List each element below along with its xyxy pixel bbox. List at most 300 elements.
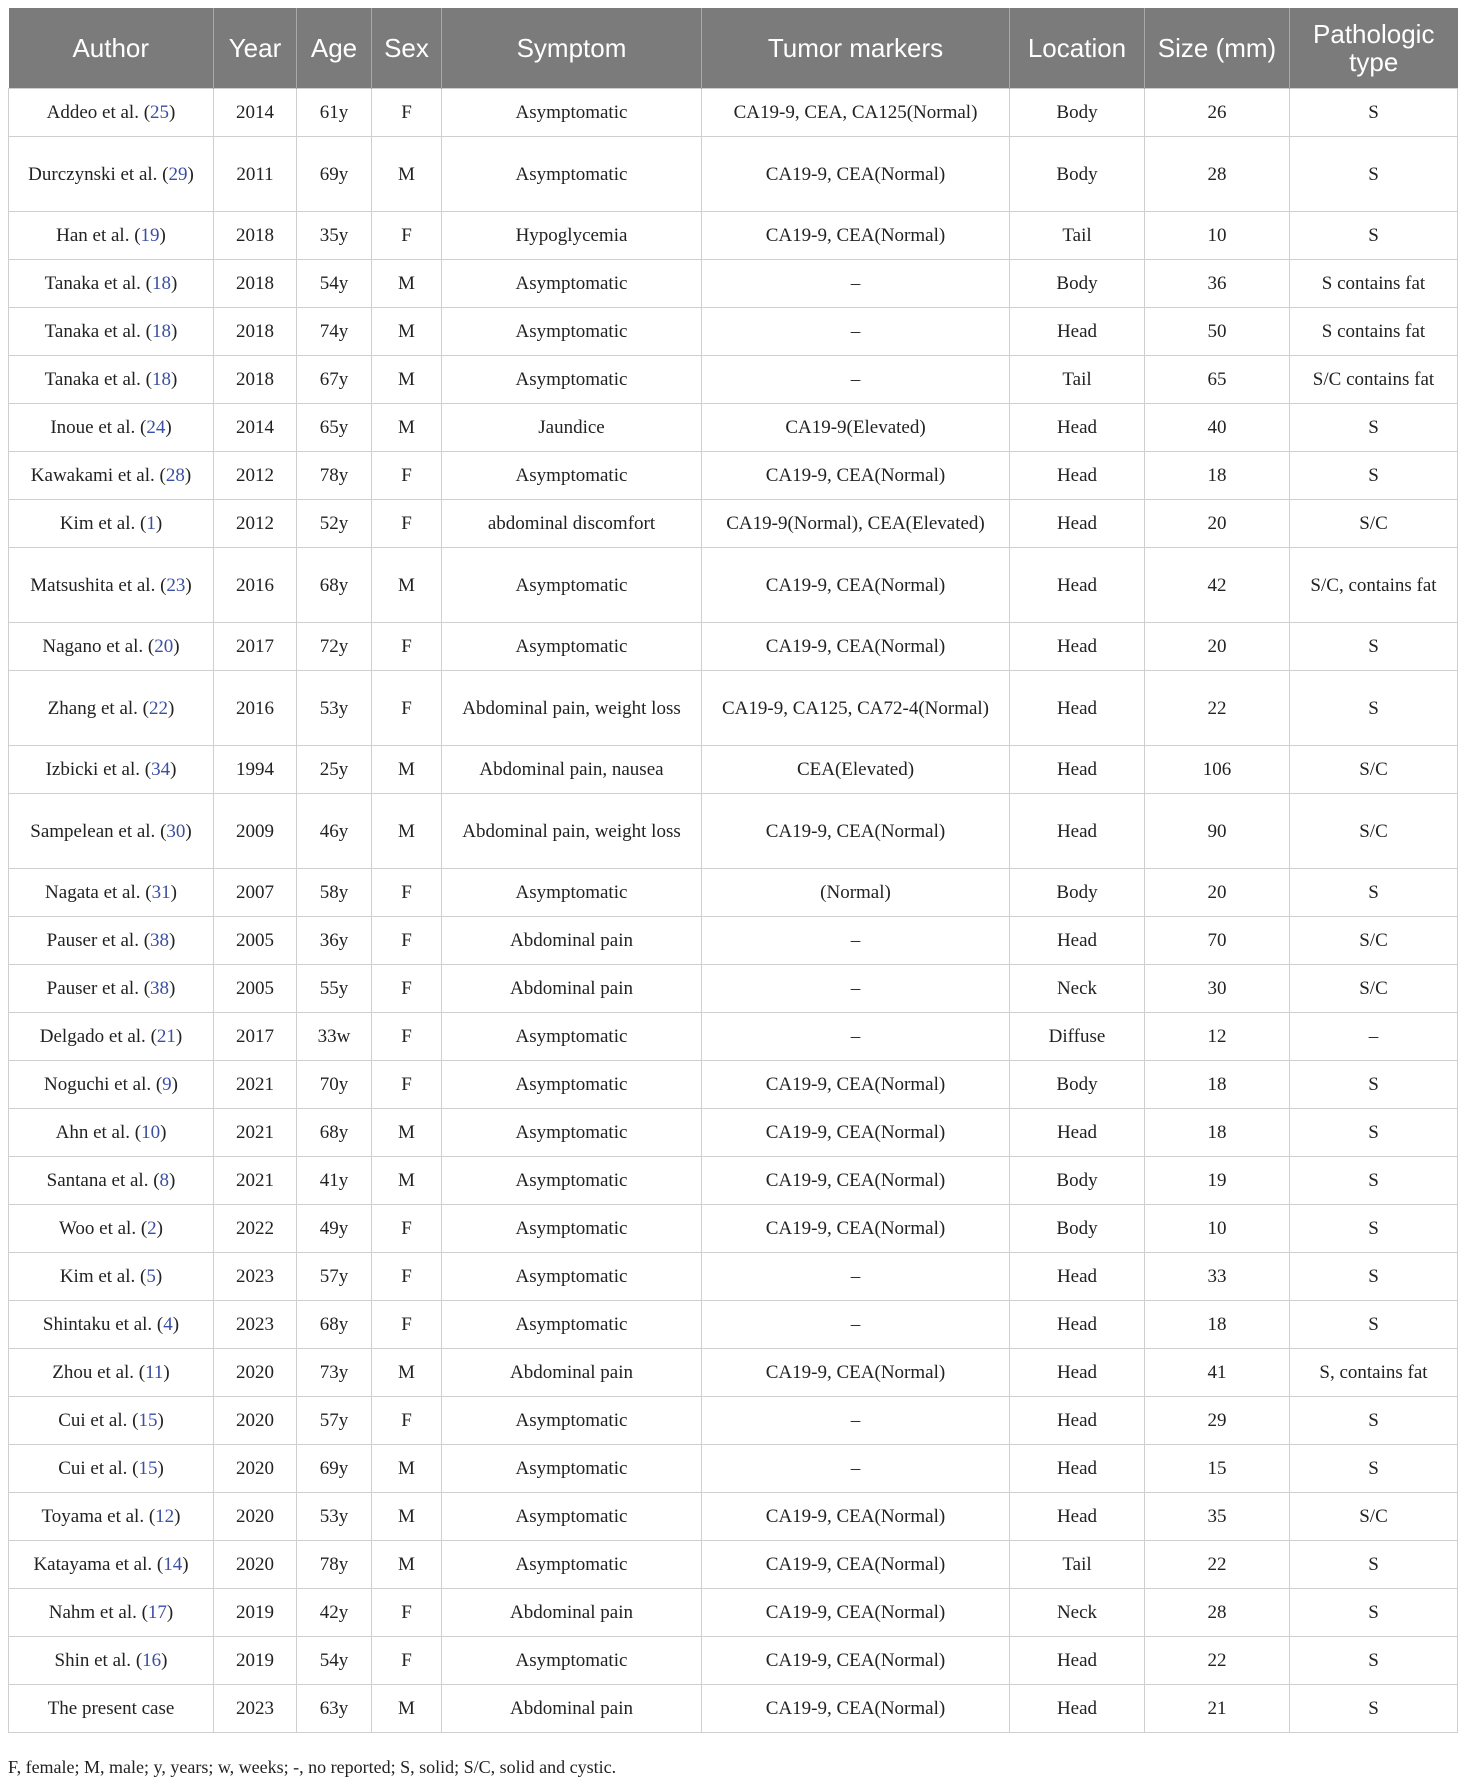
cell-sex: F: [372, 1589, 442, 1637]
cell-author: Kim et al. (1): [9, 500, 214, 548]
cell-author: Han et al. (19): [9, 212, 214, 260]
cell-size: 22: [1145, 1637, 1290, 1685]
cell-author: Katayama et al. (14): [9, 1541, 214, 1589]
cell-age: 42y: [297, 1589, 372, 1637]
cell-pathologic-type: S: [1290, 671, 1458, 746]
cell-year: 2023: [214, 1685, 297, 1733]
cell-sex: F: [372, 452, 442, 500]
cell-tumor-markers: CA19-9, CEA(Normal): [702, 1349, 1010, 1397]
cell-author: Santana et al. (8): [9, 1157, 214, 1205]
header-size: Size (mm): [1145, 8, 1290, 89]
cell-year: 2022: [214, 1205, 297, 1253]
cell-age: 74y: [297, 308, 372, 356]
cell-pathologic-type: S: [1290, 1685, 1458, 1733]
cell-year: 2016: [214, 548, 297, 623]
cell-size: 28: [1145, 137, 1290, 212]
cell-size: 26: [1145, 89, 1290, 137]
table-row: [9, 1253, 1458, 1301]
cell-location: Tail: [1010, 356, 1145, 404]
reference-link[interactable]: 30: [166, 820, 186, 842]
cell-symptom: Asymptomatic: [442, 1397, 702, 1445]
cell-symptom: Asymptomatic: [442, 452, 702, 500]
cell-symptom: abdominal discomfort: [442, 500, 702, 548]
reference-link[interactable]: 21: [156, 1026, 176, 1047]
cell-sex: M: [372, 1109, 442, 1157]
cell-location: Head: [1010, 1301, 1145, 1349]
table-row: [9, 308, 1458, 356]
reference-link[interactable]: 31: [151, 882, 171, 903]
cell-tumor-markers: –: [702, 1445, 1010, 1493]
cell-pathologic-type: S, contains fat: [1290, 1349, 1458, 1397]
author-name: Sampelean et al.: [30, 820, 156, 842]
cell-location: Head: [1010, 1637, 1145, 1685]
reference-link[interactable]: 34: [151, 759, 171, 780]
table-row: [9, 1397, 1458, 1445]
cell-pathologic-type: S: [1290, 1301, 1458, 1349]
cell-age: 54y: [297, 1637, 372, 1685]
cell-year: 2017: [214, 1013, 297, 1061]
cell-age: 41y: [297, 1157, 372, 1205]
reference-link[interactable]: 15: [138, 1458, 158, 1479]
cell-year: 2005: [214, 917, 297, 965]
cell-age: 35y: [297, 212, 372, 260]
cell-location: Body: [1010, 1157, 1145, 1205]
cell-year: 2023: [214, 1253, 297, 1301]
table-row: [9, 1061, 1458, 1109]
cell-year: 2007: [214, 869, 297, 917]
table-header: [9, 8, 1458, 89]
author-name: Kawakami et al.: [30, 465, 155, 486]
cell-sex: F: [372, 1637, 442, 1685]
cell-age: 58y: [297, 869, 372, 917]
cell-sex: F: [372, 89, 442, 137]
table-row: [9, 89, 1458, 137]
cell-tumor-markers: –: [702, 1013, 1010, 1061]
cell-author: Noguchi et al. (9): [9, 1061, 214, 1109]
cell-year: 2020: [214, 1493, 297, 1541]
cell-size: 33: [1145, 1253, 1290, 1301]
cell-symptom: Jaundice: [442, 404, 702, 452]
cell-sex: F: [372, 1013, 442, 1061]
cell-age: 65y: [297, 404, 372, 452]
cell-pathologic-type: S: [1290, 1109, 1458, 1157]
cell-year: 2011: [214, 137, 297, 212]
reference-link[interactable]: 8: [159, 1170, 170, 1191]
cell-location: Tail: [1010, 1541, 1145, 1589]
cell-sex: M: [372, 356, 442, 404]
author-name: Kim et al.: [59, 513, 136, 534]
cell-size: 22: [1145, 1541, 1290, 1589]
cell-pathologic-type: S/C: [1290, 965, 1458, 1013]
cell-author: Addeo et al. (25): [9, 89, 214, 137]
reference-link[interactable]: 14: [163, 1554, 183, 1575]
cell-age: 67y: [297, 356, 372, 404]
cell-size: 19: [1145, 1157, 1290, 1205]
reference-link[interactable]: 16: [142, 1650, 162, 1671]
reference-link[interactable]: 38: [150, 930, 170, 951]
cell-sex: F: [372, 671, 442, 746]
cell-symptom: Asymptomatic: [442, 1013, 702, 1061]
author-name: Addeo et al.: [46, 102, 139, 123]
cell-sex: M: [372, 746, 442, 794]
cell-tumor-markers: –: [702, 356, 1010, 404]
cell-author: Zhang et al. (22): [9, 671, 214, 746]
cell-symptom: Asymptomatic: [442, 1109, 702, 1157]
cell-size: 29: [1145, 1397, 1290, 1445]
reference-link[interactable]: 9: [162, 1074, 172, 1095]
cell-symptom: Abdominal pain: [442, 965, 702, 1013]
reference-link[interactable]: 24: [146, 417, 166, 438]
cell-size: 22: [1145, 671, 1290, 746]
cell-tumor-markers: CA19-9, CEA, CA125(Normal): [702, 89, 1010, 137]
cell-symptom: Abdominal pain: [442, 1589, 702, 1637]
author-name: Shintaku et al.: [42, 1314, 153, 1335]
author-name: The present case: [47, 1698, 175, 1719]
cell-sex: F: [372, 623, 442, 671]
cell-sex: F: [372, 1061, 442, 1109]
header-age: Age: [297, 8, 372, 89]
cell-symptom: Asymptomatic: [442, 89, 702, 137]
cell-location: Body: [1010, 1205, 1145, 1253]
table-body: [9, 89, 1458, 1733]
cell-symptom: Asymptomatic: [442, 548, 702, 623]
cell-location: Body: [1010, 869, 1145, 917]
cell-location: Diffuse: [1010, 1013, 1145, 1061]
cell-symptom: Asymptomatic: [442, 869, 702, 917]
cell-sex: F: [372, 965, 442, 1013]
author-name: Inoue et al.: [50, 417, 136, 438]
cell-size: 35: [1145, 1493, 1290, 1541]
cell-tumor-markers: CA19-9, CEA(Normal): [702, 1109, 1010, 1157]
author-name: Santana et al.: [46, 1170, 149, 1191]
table-row: [9, 623, 1458, 671]
reference-link[interactable]: 38: [150, 978, 170, 999]
reference-link[interactable]: 5: [146, 1266, 156, 1287]
cell-symptom: Asymptomatic: [442, 356, 702, 404]
cell-tumor-markers: CA19-9, CEA(Normal): [702, 1493, 1010, 1541]
cell-tumor-markers: CA19-9, CEA(Normal): [702, 1061, 1010, 1109]
cell-sex: F: [372, 500, 442, 548]
reference-link[interactable]: 20: [154, 636, 174, 657]
cell-author: Tanaka et al. (18): [9, 260, 214, 308]
table-row: [9, 404, 1458, 452]
cell-age: 78y: [297, 452, 372, 500]
cell-pathologic-type: S: [1290, 89, 1458, 137]
cell-tumor-markers: CA19-9, CEA(Normal): [702, 452, 1010, 500]
reference-link[interactable]: 10: [141, 1122, 161, 1143]
author-name: Shin et al.: [54, 1650, 132, 1671]
cell-age: 78y: [297, 1541, 372, 1589]
cell-size: 18: [1145, 1061, 1290, 1109]
cell-tumor-markers: CA19-9(Normal), CEA(Elevated): [702, 500, 1010, 548]
cell-pathologic-type: S: [1290, 1445, 1458, 1493]
cell-tumor-markers: CA19-9, CEA(Normal): [702, 1541, 1010, 1589]
cell-age: 54y: [297, 260, 372, 308]
table-row: [9, 1349, 1458, 1397]
author-name: Tanaka et al.: [44, 273, 141, 294]
table-row: [9, 794, 1458, 869]
cell-year: 2018: [214, 308, 297, 356]
table-row: [9, 1013, 1458, 1061]
cell-tumor-markers: –: [702, 1301, 1010, 1349]
cell-size: 40: [1145, 404, 1290, 452]
cell-size: 18: [1145, 452, 1290, 500]
cell-location: Head: [1010, 404, 1145, 452]
reference-link[interactable]: 12: [155, 1506, 175, 1527]
reference-link[interactable]: 23: [166, 574, 186, 596]
cell-year: 2019: [214, 1637, 297, 1685]
table-row: [9, 1493, 1458, 1541]
author-name: Ahn et al.: [55, 1122, 130, 1143]
cell-author: Toyama et al. (12): [9, 1493, 214, 1541]
reference-link[interactable]: 1: [146, 513, 156, 534]
author-name: Toyama et al.: [41, 1506, 145, 1527]
cell-author: Inoue et al. (24): [9, 404, 214, 452]
author-name: Zhang et al.: [47, 697, 138, 719]
reference-link[interactable]: 29: [168, 163, 188, 185]
cell-size: 20: [1145, 500, 1290, 548]
cell-author: Shintaku et al. (4): [9, 1301, 214, 1349]
cell-year: 2023: [214, 1301, 297, 1349]
cell-sex: F: [372, 917, 442, 965]
cell-pathologic-type: S: [1290, 1157, 1458, 1205]
cell-author: Pauser et al. (38): [9, 965, 214, 1013]
cell-tumor-markers: CA19-9, CA125, CA72-4(Normal): [702, 671, 1010, 746]
author-name: Matsushita et al.: [30, 574, 156, 596]
cell-symptom: Asymptomatic: [442, 1205, 702, 1253]
table-row: [9, 1589, 1458, 1637]
cell-location: Head: [1010, 1397, 1145, 1445]
cell-year: 2019: [214, 1589, 297, 1637]
cell-location: Body: [1010, 1061, 1145, 1109]
cell-age: 69y: [297, 1445, 372, 1493]
cell-sex: M: [372, 260, 442, 308]
cell-symptom: Asymptomatic: [442, 1637, 702, 1685]
cell-location: Tail: [1010, 212, 1145, 260]
cell-year: 2012: [214, 452, 297, 500]
author-name: Katayama et al.: [33, 1554, 153, 1575]
cell-sex: F: [372, 1205, 442, 1253]
cell-author: Nagano et al. (20): [9, 623, 214, 671]
cell-author: Cui et al. (15): [9, 1397, 214, 1445]
cell-tumor-markers: –: [702, 1397, 1010, 1445]
cell-author: Ahn et al. (10): [9, 1109, 214, 1157]
cell-age: 49y: [297, 1205, 372, 1253]
cell-location: Head: [1010, 1685, 1145, 1733]
header-location: Location: [1010, 8, 1145, 89]
cell-age: 52y: [297, 500, 372, 548]
cell-sex: M: [372, 1541, 442, 1589]
cell-author: Pauser et al. (38): [9, 917, 214, 965]
cell-size: 20: [1145, 623, 1290, 671]
cell-symptom: Asymptomatic: [442, 137, 702, 212]
table-footnote: F, female; M, male; y, years; w, weeks; -, no reported; S, solid; S/C, solid and cystic.: [8, 1757, 617, 1777]
cell-tumor-markers: CA19-9(Elevated): [702, 404, 1010, 452]
cell-location: Head: [1010, 548, 1145, 623]
cell-tumor-markers: CA19-9, CEA(Normal): [702, 212, 1010, 260]
cell-symptom: Asymptomatic: [442, 1301, 702, 1349]
cell-symptom: Asymptomatic: [442, 1541, 702, 1589]
cell-tumor-markers: CA19-9, CEA(Normal): [702, 1205, 1010, 1253]
header-sex: Sex: [372, 8, 442, 89]
cell-age: 68y: [297, 1301, 372, 1349]
header-pathologic-type: Pathologic type: [1290, 8, 1458, 89]
cell-year: 2012: [214, 500, 297, 548]
cell-location: Head: [1010, 308, 1145, 356]
cell-size: 21: [1145, 1685, 1290, 1733]
cell-year: 2020: [214, 1349, 297, 1397]
cell-symptom: Asymptomatic: [442, 623, 702, 671]
cell-age: 53y: [297, 1493, 372, 1541]
author-name: Delgado et al.: [39, 1026, 146, 1047]
cell-sex: M: [372, 404, 442, 452]
cell-author: Cui et al. (15): [9, 1445, 214, 1493]
cell-symptom: Abdominal pain: [442, 1685, 702, 1733]
cell-tumor-markers: –: [702, 965, 1010, 1013]
cell-pathologic-type: S: [1290, 452, 1458, 500]
cell-pathologic-type: S: [1290, 869, 1458, 917]
cell-size: 18: [1145, 1109, 1290, 1157]
cell-author: Woo et al. (2): [9, 1205, 214, 1253]
cell-symptom: Asymptomatic: [442, 1061, 702, 1109]
author-name: Cui et al.: [58, 1458, 128, 1479]
cell-tumor-markers: CA19-9, CEA(Normal): [702, 1685, 1010, 1733]
cell-year: 2020: [214, 1541, 297, 1589]
cell-size: 20: [1145, 869, 1290, 917]
cell-pathologic-type: S: [1290, 1589, 1458, 1637]
reference-link[interactable]: 4: [163, 1314, 173, 1335]
cell-sex: F: [372, 1253, 442, 1301]
author-name: Pauser et al.: [46, 978, 139, 999]
cell-symptom: Abdominal pain, nausea: [442, 746, 702, 794]
cell-pathologic-type: S/C contains fat: [1290, 356, 1458, 404]
cell-pathologic-type: S/C: [1290, 917, 1458, 965]
cell-size: 10: [1145, 212, 1290, 260]
cell-tumor-markers: (Normal): [702, 869, 1010, 917]
reference-link[interactable]: 19: [140, 225, 160, 246]
cell-size: 30: [1145, 965, 1290, 1013]
cell-tumor-markers: CA19-9, CEA(Normal): [702, 623, 1010, 671]
table-row: [9, 1541, 1458, 1589]
case-table-container: [8, 8, 1457, 1733]
cell-location: Neck: [1010, 965, 1145, 1013]
reference-link[interactable]: 15: [138, 1410, 158, 1431]
cell-age: 69y: [297, 137, 372, 212]
cell-sex: M: [372, 1157, 442, 1205]
cell-symptom: Abdominal pain, weight loss: [442, 794, 702, 869]
cell-pathologic-type: S: [1290, 1541, 1458, 1589]
cell-symptom: Abdominal pain: [442, 917, 702, 965]
reference-link[interactable]: 22: [148, 697, 168, 719]
cell-tumor-markers: CA19-9, CEA(Normal): [702, 794, 1010, 869]
cell-author: Tanaka et al. (18): [9, 308, 214, 356]
cell-symptom: Asymptomatic: [442, 1493, 702, 1541]
cell-location: Head: [1010, 917, 1145, 965]
cell-year: 2016: [214, 671, 297, 746]
cell-pathologic-type: S: [1290, 1253, 1458, 1301]
cell-size: 12: [1145, 1013, 1290, 1061]
table-row: [9, 1301, 1458, 1349]
reference-link[interactable]: 17: [147, 1602, 167, 1623]
cell-pathologic-type: S: [1290, 1061, 1458, 1109]
cell-tumor-markers: CA19-9, CEA(Normal): [702, 548, 1010, 623]
cell-symptom: Hypoglycemia: [442, 212, 702, 260]
cell-author: Shin et al. (16): [9, 1637, 214, 1685]
reference-link[interactable]: 18: [152, 369, 171, 390]
cell-tumor-markers: CEA(Elevated): [702, 746, 1010, 794]
reference-link[interactable]: 25: [150, 102, 170, 123]
table-row: [9, 1685, 1458, 1733]
cell-size: 36: [1145, 260, 1290, 308]
cell-age: 73y: [297, 1349, 372, 1397]
author-name: Nahm et al.: [48, 1602, 137, 1623]
cell-location: Neck: [1010, 1589, 1145, 1637]
cell-age: 70y: [297, 1061, 372, 1109]
author-name: Nagano et al.: [42, 636, 144, 657]
author-name: Nagata et al.: [45, 882, 141, 903]
cell-location: Head: [1010, 623, 1145, 671]
reference-link[interactable]: 2: [147, 1218, 157, 1239]
cell-location: Head: [1010, 500, 1145, 548]
cell-year: 2021: [214, 1061, 297, 1109]
cell-sex: F: [372, 1397, 442, 1445]
cell-pathologic-type: S/C, contains fat: [1290, 548, 1458, 623]
cell-location: Head: [1010, 746, 1145, 794]
cell-author: [9, 1685, 214, 1733]
author-name: Noguchi et al.: [43, 1074, 152, 1095]
cell-age: 33w: [297, 1013, 372, 1061]
table-row: [9, 1445, 1458, 1493]
cell-tumor-markers: CA19-9, CEA(Normal): [702, 137, 1010, 212]
reference-link[interactable]: 28: [165, 465, 185, 486]
cell-tumor-markers: CA19-9, CEA(Normal): [702, 1637, 1010, 1685]
cell-author: Kawakami et al. (28): [9, 452, 214, 500]
cell-tumor-markers: –: [702, 917, 1010, 965]
header-row: [9, 8, 1458, 89]
reference-link[interactable]: 11: [145, 1362, 164, 1383]
cell-year: 2005: [214, 965, 297, 1013]
cell-location: Body: [1010, 89, 1145, 137]
cell-pathologic-type: S/C: [1290, 500, 1458, 548]
cell-age: 61y: [297, 89, 372, 137]
cell-size: 42: [1145, 548, 1290, 623]
reference-link[interactable]: 18: [152, 321, 171, 342]
table-row: [9, 137, 1458, 212]
cell-location: Head: [1010, 1253, 1145, 1301]
cell-location: Head: [1010, 1493, 1145, 1541]
table-row: [9, 671, 1458, 746]
table-row: [9, 1157, 1458, 1205]
author-name: Woo et al.: [59, 1218, 137, 1239]
cell-age: 55y: [297, 965, 372, 1013]
cell-size: 28: [1145, 1589, 1290, 1637]
cell-size: 106: [1145, 746, 1290, 794]
reference-link[interactable]: 18: [152, 273, 171, 294]
table-row: [9, 356, 1458, 404]
cell-age: 36y: [297, 917, 372, 965]
cell-location: Head: [1010, 794, 1145, 869]
cell-size: 70: [1145, 917, 1290, 965]
author-name: Zhou et al.: [52, 1362, 135, 1383]
cell-location: Body: [1010, 137, 1145, 212]
cell-pathologic-type: S: [1290, 137, 1458, 212]
cell-size: 65: [1145, 356, 1290, 404]
cell-age: 57y: [297, 1253, 372, 1301]
cell-symptom: Abdominal pain, weight loss: [442, 671, 702, 746]
cell-year: 2021: [214, 1157, 297, 1205]
cell-symptom: Asymptomatic: [442, 1253, 702, 1301]
cell-size: 10: [1145, 1205, 1290, 1253]
